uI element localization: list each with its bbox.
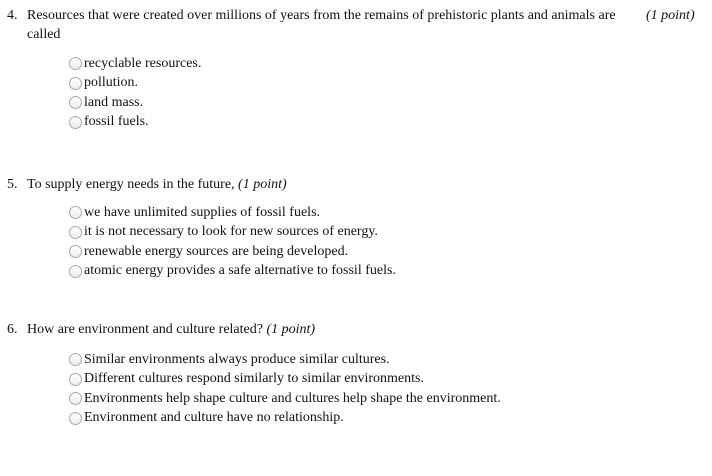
- answer-label: recyclable resources.: [84, 55, 202, 71]
- answer-option[interactable]: [69, 370, 501, 390]
- radio-button-icon[interactable]: [69, 392, 82, 405]
- answer-option[interactable]: [69, 113, 201, 133]
- answer-label: atomic energy provides a safe alternative to fossil fuels.: [84, 263, 396, 279]
- answer-option[interactable]: [69, 223, 396, 243]
- answer-option[interactable]: [69, 93, 201, 113]
- answer-option[interactable]: [69, 409, 501, 429]
- radio-button-icon[interactable]: [69, 77, 82, 90]
- radio-button-icon[interactable]: [69, 373, 82, 386]
- radio-button-icon[interactable]: [69, 412, 82, 425]
- answer-label: pollution.: [84, 75, 139, 91]
- answer-label: Different cultures respond similarly to similar environments.: [84, 371, 424, 387]
- answer-option[interactable]: [69, 54, 201, 74]
- answer-label: renewable energy sources are being developed.: [84, 243, 349, 259]
- answer-options: [69, 350, 501, 428]
- answer-option[interactable]: [69, 74, 201, 94]
- question-points: (1 point): [238, 177, 287, 192]
- question-text-wrapper: [27, 175, 287, 194]
- question-text: To supply energy needs in the future,: [27, 177, 235, 192]
- radio-button-icon[interactable]: [69, 57, 82, 70]
- radio-button-icon[interactable]: [69, 265, 82, 278]
- radio-button-icon[interactable]: [69, 226, 82, 239]
- answer-option[interactable]: [69, 350, 501, 370]
- answer-option[interactable]: [69, 203, 396, 223]
- radio-button-icon[interactable]: [69, 116, 82, 129]
- answer-options: [69, 54, 201, 132]
- answer-option[interactable]: [69, 262, 396, 282]
- answer-option[interactable]: [69, 389, 501, 409]
- question-text: Resources that were created over millions of years from the remains of prehistoric plants and animals are called: [27, 8, 616, 42]
- radio-button-icon[interactable]: [69, 96, 82, 109]
- answer-label: fossil fuels.: [84, 114, 149, 130]
- question-text: How are environment and culture related?: [27, 322, 263, 337]
- radio-button-icon[interactable]: [69, 245, 82, 258]
- answer-option[interactable]: [69, 242, 396, 262]
- answer-label: Similar environments always produce similar cultures.: [84, 351, 390, 367]
- question-number: 5.: [7, 177, 18, 192]
- question-points: (1 point): [646, 8, 695, 23]
- answer-options: [69, 203, 396, 281]
- question-number: 4.: [7, 8, 18, 23]
- question-points: (1 point): [266, 322, 316, 337]
- answer-label: we have unlimited supplies of fossil fuels.: [84, 204, 321, 220]
- answer-label: Environments help shape culture and cultures help shape the environment.: [84, 390, 501, 406]
- question-number: 6.: [7, 322, 18, 337]
- answer-label: Environment and culture have no relationship.: [84, 410, 344, 426]
- question-text-wrapper: [27, 320, 315, 339]
- answer-label: land mass.: [84, 94, 144, 110]
- answer-label: it is not necessary to look for new sources of energy.: [84, 224, 378, 240]
- radio-button-icon[interactable]: [69, 353, 82, 366]
- radio-button-icon[interactable]: [69, 206, 82, 219]
